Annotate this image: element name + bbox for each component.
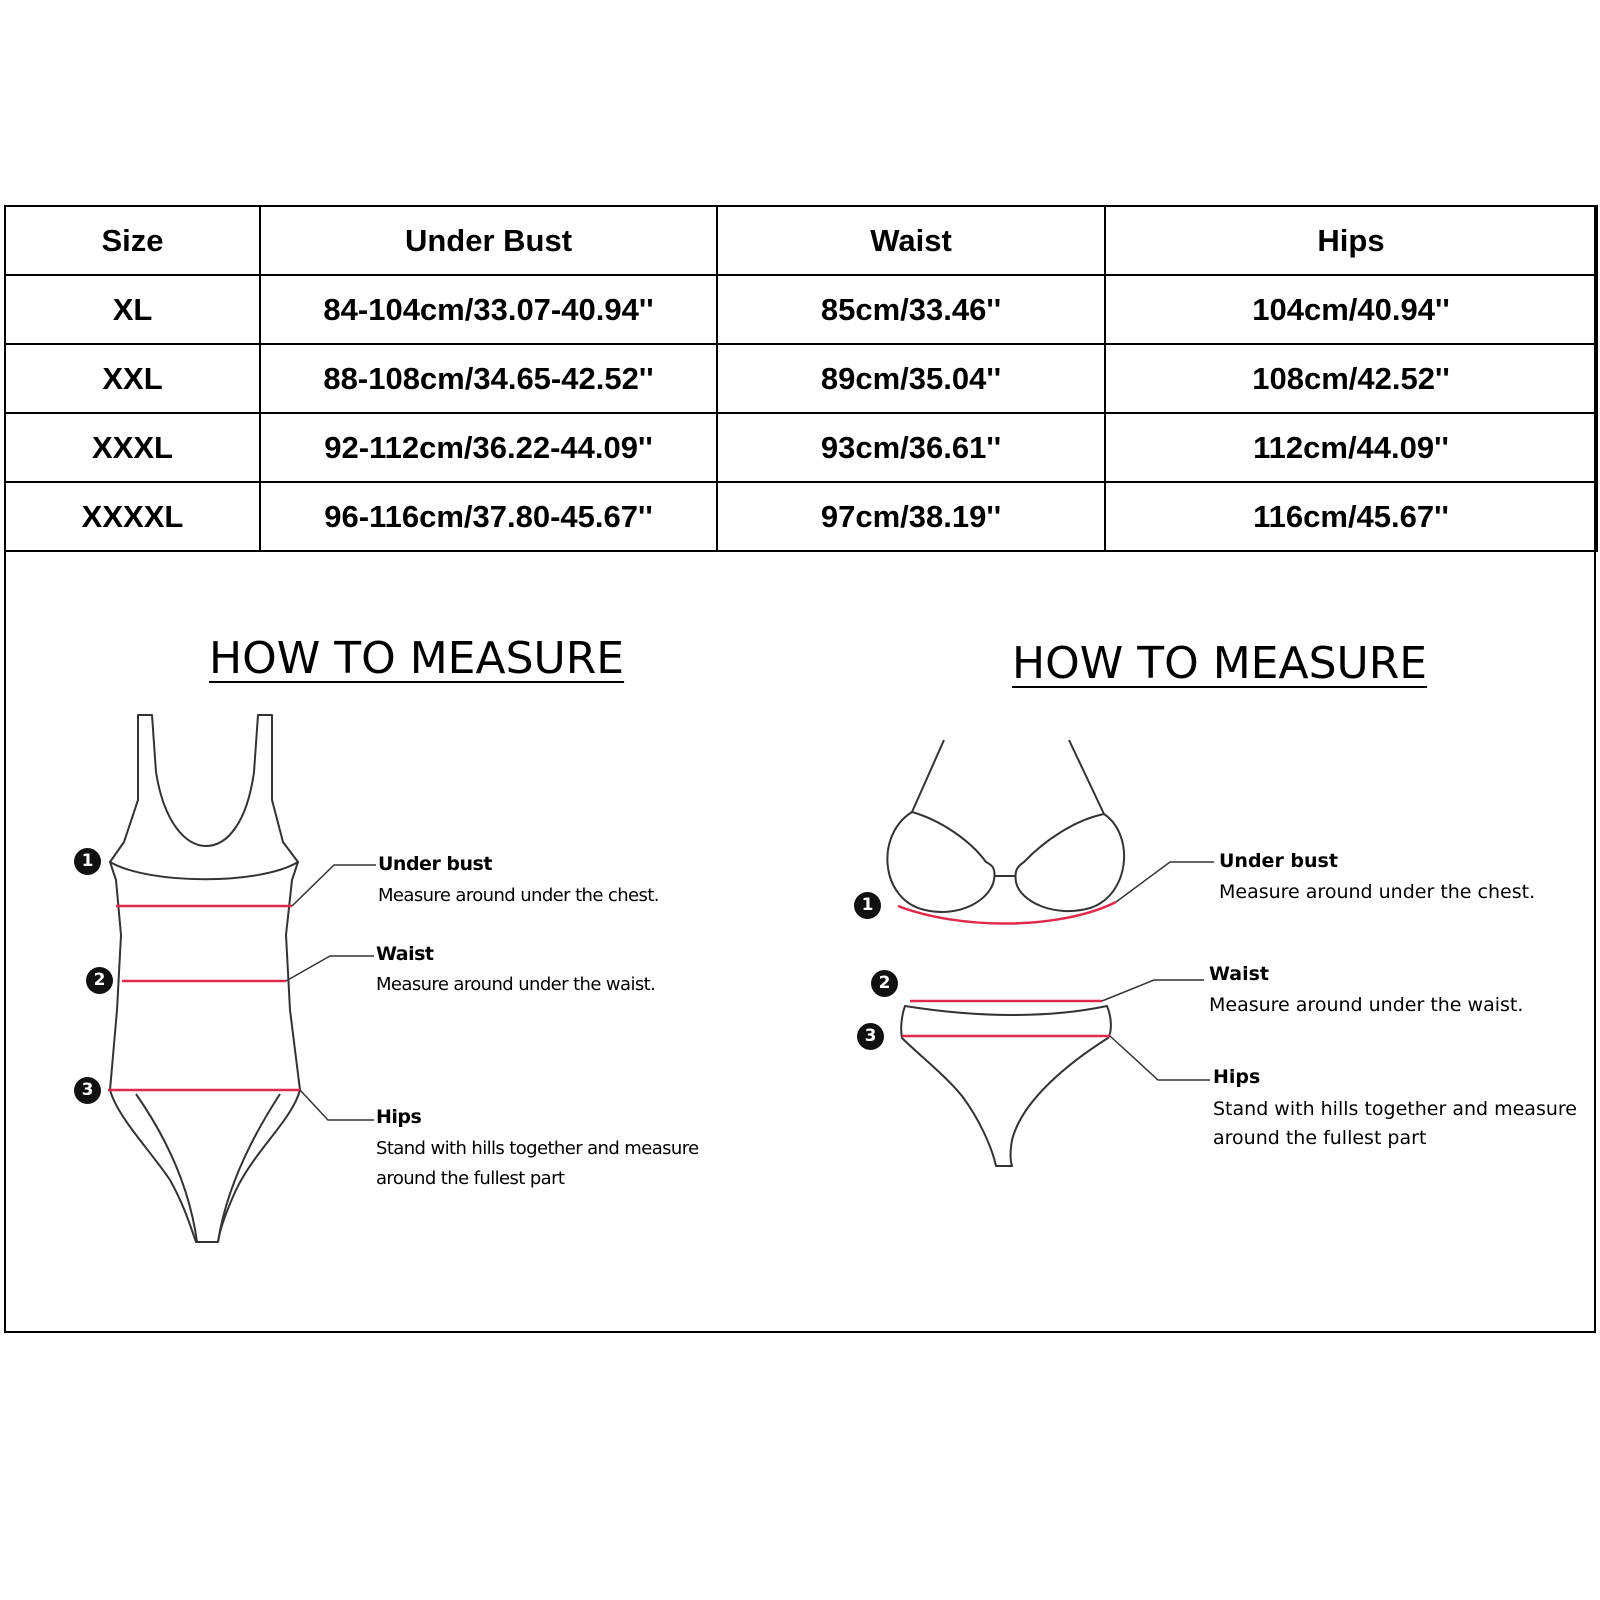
cell-under-bust: 96-116cm/37.80-45.67'' <box>260 482 717 551</box>
header-waist: Waist <box>717 206 1105 275</box>
header-hips: Hips <box>1105 206 1597 275</box>
bikini-strap-right <box>1069 740 1104 814</box>
bikini-strap-left <box>912 740 944 812</box>
header-size: Size <box>5 206 260 275</box>
step-desc-under-bust: Measure around under the chest. <box>378 885 659 906</box>
step-desc-waist: Measure around under the waist. <box>376 974 656 995</box>
swimsuit-bust-seam <box>110 862 298 879</box>
cell-waist: 93cm/36.61'' <box>717 413 1105 482</box>
cell-hips: 112cm/44.09'' <box>1105 413 1597 482</box>
bikini-step-desc-under-bust: Measure around under the chest. <box>1219 881 1536 903</box>
cell-hips: 108cm/42.52'' <box>1105 344 1597 413</box>
bikini-step-desc-hips-line1: Stand with hills together and measure <box>1213 1098 1577 1120</box>
cell-hips: 104cm/40.94'' <box>1105 275 1597 344</box>
cell-size: XXXL <box>5 413 260 482</box>
cell-under-bust: 88-108cm/34.65-42.52'' <box>260 344 717 413</box>
bikini-icon <box>887 740 1124 1166</box>
leader-line-waist <box>286 956 374 981</box>
header-under-bust: Under Bust <box>260 206 717 275</box>
cell-hips: 116cm/45.67'' <box>1105 482 1597 551</box>
step-label-under-bust: Under bust <box>378 853 492 875</box>
cell-waist: 89cm/35.04'' <box>717 344 1105 413</box>
cell-size: XXL <box>5 344 260 413</box>
bikini-step-label-waist: Waist <box>1209 963 1270 985</box>
bikini-step-badge-1: 1 <box>854 892 881 919</box>
step-desc-hips-line2: around the fullest part <box>376 1168 565 1189</box>
swimsuit-outline <box>110 715 300 1242</box>
step-desc-hips-line1: Stand with hills together and measure <box>376 1138 699 1159</box>
step-badge-1: 1 <box>74 848 101 875</box>
cell-waist: 85cm/33.46'' <box>717 275 1105 344</box>
guide-title-bikini: HOW TO MEASURE <box>1012 638 1428 689</box>
leader-line-hips <box>300 1090 374 1120</box>
leader-line-under-bust <box>292 865 376 906</box>
bikini-step-badge-3: 3 <box>857 1023 884 1050</box>
bikini-step-label-under-bust: Under bust <box>1219 850 1338 872</box>
bikini-under-bust-measure-line <box>898 902 1116 924</box>
step-label-waist: Waist <box>376 943 434 965</box>
bikini-step-label-hips: Hips <box>1213 1066 1261 1088</box>
cell-waist: 97cm/38.19'' <box>717 482 1105 551</box>
step-badge-2: 2 <box>86 967 113 994</box>
bikini-step-desc-hips-line2: around the fullest part <box>1213 1127 1427 1149</box>
bikini-leader-line-hips <box>1110 1036 1210 1080</box>
bikini-bottom <box>901 1006 1111 1166</box>
bikini-leader-line-waist <box>1102 980 1204 1001</box>
cell-under-bust: 84-104cm/33.07-40.94'' <box>260 275 717 344</box>
cell-size: XL <box>5 275 260 344</box>
cell-size: XXXXL <box>5 482 260 551</box>
step-label-hips: Hips <box>376 1106 422 1128</box>
bikini-step-badge-2: 2 <box>871 970 898 997</box>
bikini-leader-line-under-bust <box>1116 862 1214 902</box>
guide-title-swimsuit: HOW TO MEASURE <box>209 633 625 684</box>
bikini-cup-right <box>1015 814 1124 911</box>
step-badge-3: 3 <box>74 1077 101 1104</box>
cell-under-bust: 92-112cm/36.22-44.09'' <box>260 413 717 482</box>
one-piece-swimsuit-icon <box>110 715 300 1242</box>
bikini-step-desc-waist: Measure around under the waist. <box>1209 994 1524 1016</box>
bikini-cup-left <box>887 812 994 912</box>
